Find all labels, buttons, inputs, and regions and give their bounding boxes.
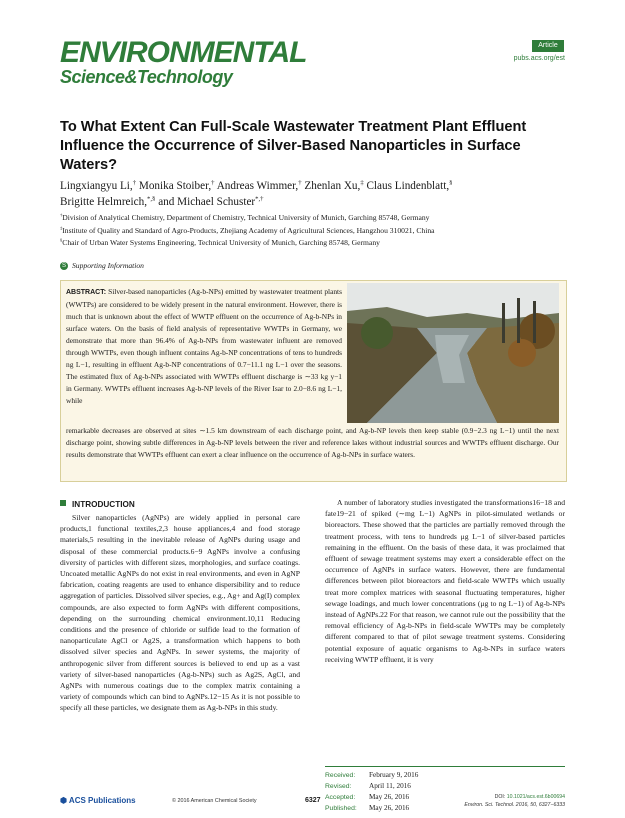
publisher-logo[interactable] (60, 796, 136, 805)
date-value: May 26, 2016 (369, 804, 410, 812)
body-paragraph: A number of laboratory studies investigated the transformations16−18 and fate19−21 of spiked (∼mg L−1) AgNPs in pilot-simulated wetlands or bioreactors. These showed that the particles are partially removed through the treatment process, with tens to hundreds μg L−1 of silver-based particles remaining in the effluent. On the basis of these data, it was proclaimed that effluent of sewage treatment systems may exert a considerable effect on the occurrence of AgNPs in surface waters. However, there are fundamental differences between pilot bioreactors and field-scale WWTPs which usually treat more complex matrices with seasonal fluctuating temperatures, higher sewage loadings, and much lower concentrations (μg to ng L−1) of Ag-b-NPs instead of AgNPs.22 For that reason, we cannot rule out the possibility that the removal efficiency of Ag-b-NPs in field-scale WWTPs may be completely different compared to that of pilot sewage treatment systems. Considering potential exposure of aquatic organisms to Ag-b-NPs in surface waters receiving WWTP effluent, it is very (325, 498, 565, 664)
affiliation-text: Division of Analytical Chemistry, Department of Chemistry, Technical University of Munich, Garching 85748, Germany (62, 213, 430, 222)
date-row (325, 770, 565, 781)
affiliation-mark: † (60, 212, 63, 218)
abstract-text (66, 286, 342, 407)
acs-hexagon-icon: ⬢ (60, 796, 67, 805)
author-mark: † (211, 179, 215, 187)
affiliation-item (60, 212, 565, 225)
logo-line-1: ENVIRONMENTAL (60, 36, 307, 69)
author[interactable]: Andreas Wimmer, (216, 180, 299, 192)
citation: Environ. Sci. Technol. 2016, 50, 6327−6333 (464, 802, 565, 808)
author[interactable]: Claus Lindenblatt, (366, 180, 450, 192)
affiliation-mark: ‡ (60, 224, 63, 230)
copyright: © 2016 American Chemical Society (172, 798, 257, 804)
logo-line-2: Science&Technology (60, 67, 233, 87)
author-mark: *,† (255, 195, 264, 203)
doi-link[interactable]: 10.1021/acs.est.6b00694 (506, 794, 565, 800)
doi-block (464, 793, 565, 809)
page-number: 6327 (305, 797, 321, 804)
body-column-left (60, 512, 300, 714)
author[interactable]: Monika Stoiber, (138, 180, 212, 192)
body-paragraph: Silver nanoparticles (AgNPs) are widely applied in personal care products,1 functional textiles,2,3 house appliances,4 and food storage materials,5 resulting in the inevitable release of AgNPs during usage and disposal of these commercial products.6−9 AgNPs involve a confusing diversity of particles with different sizes, morphologies, and surface coatings. Uncoated metallic AgNPs do not exist in real environments, and even in AgNP fabrication, coating reagents are used to enhance dispersibility and to reduce aggregation of particles. Dissolved silver species, e.g., Ag+ and Ag(I) complex compounds, are also expected to form AgNPs with different compositions, depending on the surrounding chemical environment.10,11 Reducing conditions and the presence of chloride or sulfide lead to the formation of nanoparticulate AgCl or Ag2S, a transformation which happens to both dissolved silver species and AgNPs. In sewer systems, the majority of anthropogenic silver from different sources is believed to end up as a vast variety of silver-based nanoparticles (Ag-b-NPs) such as Ag2S, AgCl, and AgNPs with numerous coatings due to the complex matrix containing a variety of compounds which can bind to AgNPs.12−15 As it is not possible to specify all these particles, we designate them as Ag-b-NPs in this study. (60, 513, 300, 713)
journal-logo (60, 36, 307, 94)
supporting-info-label: Supporting Information (72, 261, 144, 270)
affiliation-text: Institute of Quality and Standard of Agro-Products, Zhejiang Academy of Agricultural Sciences, Hangzhou 310021, China (62, 225, 435, 235)
author[interactable]: Lingxiangyu Li, (60, 180, 133, 192)
affiliation-mark: § (60, 237, 63, 243)
article-type-badge: Article (532, 40, 564, 52)
date-label: Accepted: (325, 794, 356, 801)
date-value: May 26, 2016 (369, 793, 410, 801)
section-heading (60, 500, 135, 509)
date-label: Revised: (325, 783, 352, 790)
author[interactable]: Zhenlan Xu, (304, 180, 361, 192)
abstract-label: ABSTRACT: (66, 289, 107, 296)
author[interactable]: Brigitte Helmreich, (60, 196, 147, 208)
publisher-name: ACS Publications (68, 796, 136, 805)
journal-site-link[interactable]: pubs.acs.org/est (513, 55, 565, 62)
date-label: Received: (325, 772, 356, 779)
abstract-body-left: Silver-based nanoparticles (Ag-b-NPs) emitted by wastewater treatment plants (WWTPs) are considered to be widely present in the natural environment. However, there is much that is unknown about the effect of WWTP effluent on the occurrence of Ag-b-NPs in surface waters. On the basis of field analysis of representative WWTPs in Germany, we demonstrate that more than 96.4% of Ag-b-NPs from wastewater influent are removed through WWTPs, even though influent contains Ag-b-NP concentrations of tens to hundreds ng L−1, resulting in effluent Ag-b-NP concentrations of 0.7−11.1 ng L−1 over the seasons. The estimated flux of Ag-b-NPs associated with WWTPs effluent discharge is ∼33 kg y−1 in Germany. WWTPs effluent increases Ag-b-NP levels of the River Isar to 2.0−8.6 ng L−1, while (66, 287, 342, 405)
date-value: February 9, 2016 (369, 771, 419, 779)
affiliation-item (60, 237, 565, 250)
affiliations (60, 212, 565, 250)
abstract-body-full: remarkable decreases are observed at sites ∼1.5 km downstream of each discharge point, and Ag-b-NP levels then keep stable (0.9−2.3 ng L−1) until the next discharge point, showing subtle differences in Ag-b-NP levels between the river and reference lakes without industrial sources and WWTPs effluent discharge. Our results demonstrate that WWTPs effluent can exert a clear influence on the occurrence of Ag-b-NPs in surface waters. (66, 426, 559, 459)
author-mark: ‡ (360, 179, 364, 187)
date-row (325, 781, 565, 792)
supporting-info-icon: S (61, 263, 66, 270)
author-mark: *,§ (147, 195, 156, 203)
author[interactable]: and Michael Schuster (158, 196, 256, 208)
abstract-graphic-river-photo (347, 283, 559, 423)
supporting-info-link[interactable] (60, 261, 144, 270)
body-column-right (325, 497, 565, 665)
author-mark: † (298, 179, 302, 187)
doi-label: DOI: (494, 794, 507, 800)
article-title: To What Extent Can Full-Scale Wastewater Treatment Plant Effluent Influence the Occurrence of Silver-Based Nanoparticles in Surface Waters? (60, 119, 527, 173)
section-marker-icon (60, 500, 66, 506)
author-list (60, 178, 565, 210)
date-label: Published: (325, 805, 357, 812)
author-mark: § (449, 179, 453, 187)
section-heading-label: INTRODUCTION (72, 500, 135, 509)
affiliation-item (60, 225, 565, 238)
affiliation-text: Chair of Urban Water Systems Engineering, Technical University of Munich, Garching 85748, Germany (62, 238, 380, 247)
date-value: April 11, 2016 (369, 782, 411, 790)
author-mark: † (132, 179, 137, 187)
